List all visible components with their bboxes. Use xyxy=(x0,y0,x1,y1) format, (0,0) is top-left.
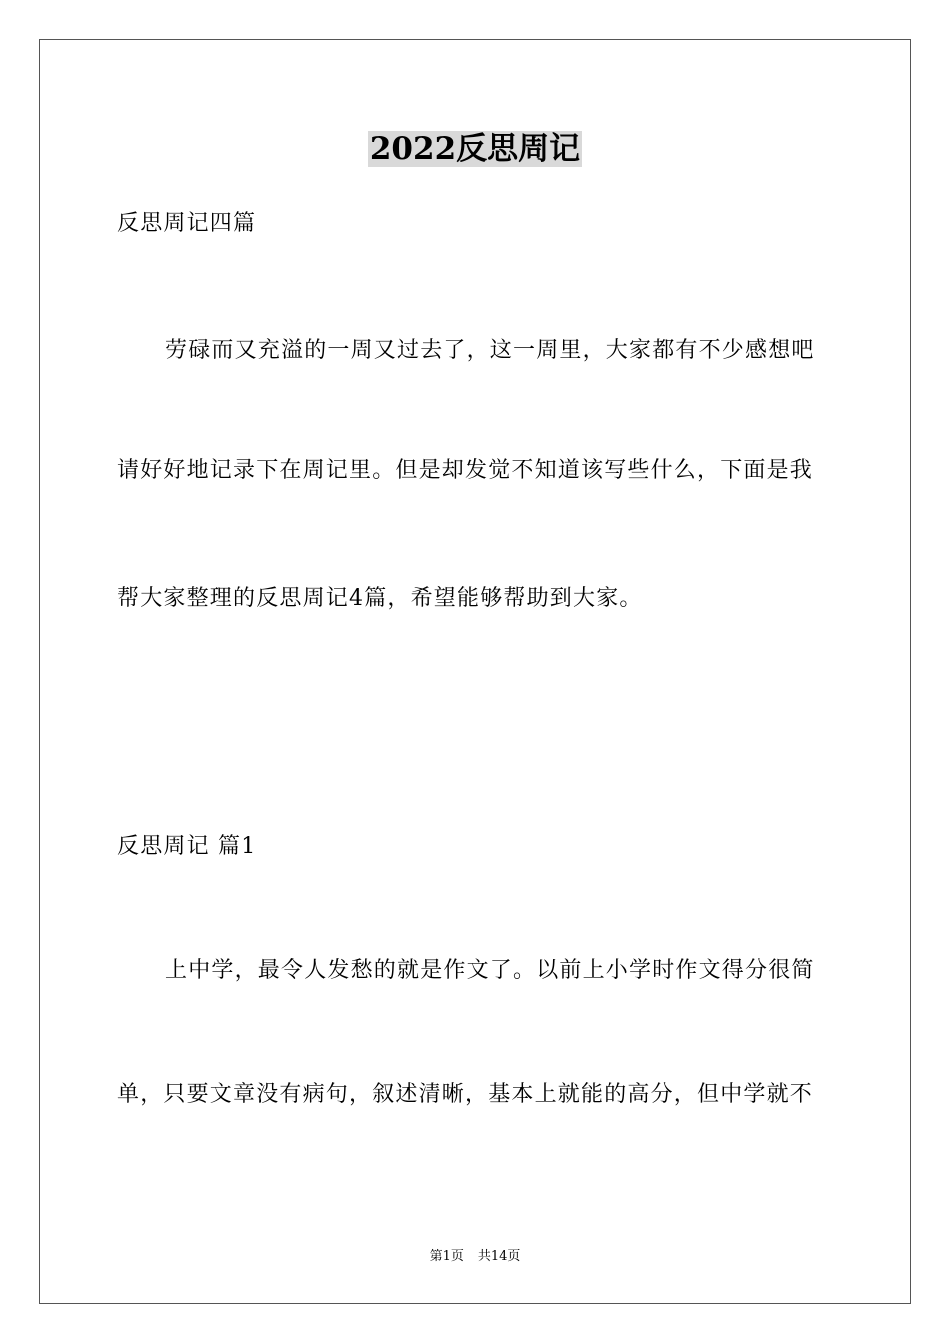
paragraph-line: 上中学，最令人发愁的就是作文了。以前上小学时作文得分很简 xyxy=(165,958,815,983)
section-heading: 反思周记 篇1 xyxy=(117,834,257,859)
paragraph-line: 劳碌而又充溢的一周又过去了，这一周里，大家都有不少感想吧 xyxy=(165,338,815,363)
document-title xyxy=(0,127,950,171)
paragraph-line: 单，只要文章没有病句，叙述清晰，基本上就能的高分，但中学就不 xyxy=(117,1082,814,1107)
page-number-total: 共14页 xyxy=(477,1249,521,1264)
paragraph-line: 帮大家整理的反思周记4篇，希望能够帮助到大家。 xyxy=(117,586,643,611)
page-number-current: 第1页 xyxy=(429,1249,464,1264)
document-subtitle: 反思周记四篇 xyxy=(117,211,257,236)
page-footer xyxy=(0,1248,950,1266)
document-title-text: 2022反思周记 xyxy=(369,131,581,167)
paragraph-line: 请好好地记录下在周记里。但是却发觉不知道该写些什么，下面是我 xyxy=(117,458,814,483)
